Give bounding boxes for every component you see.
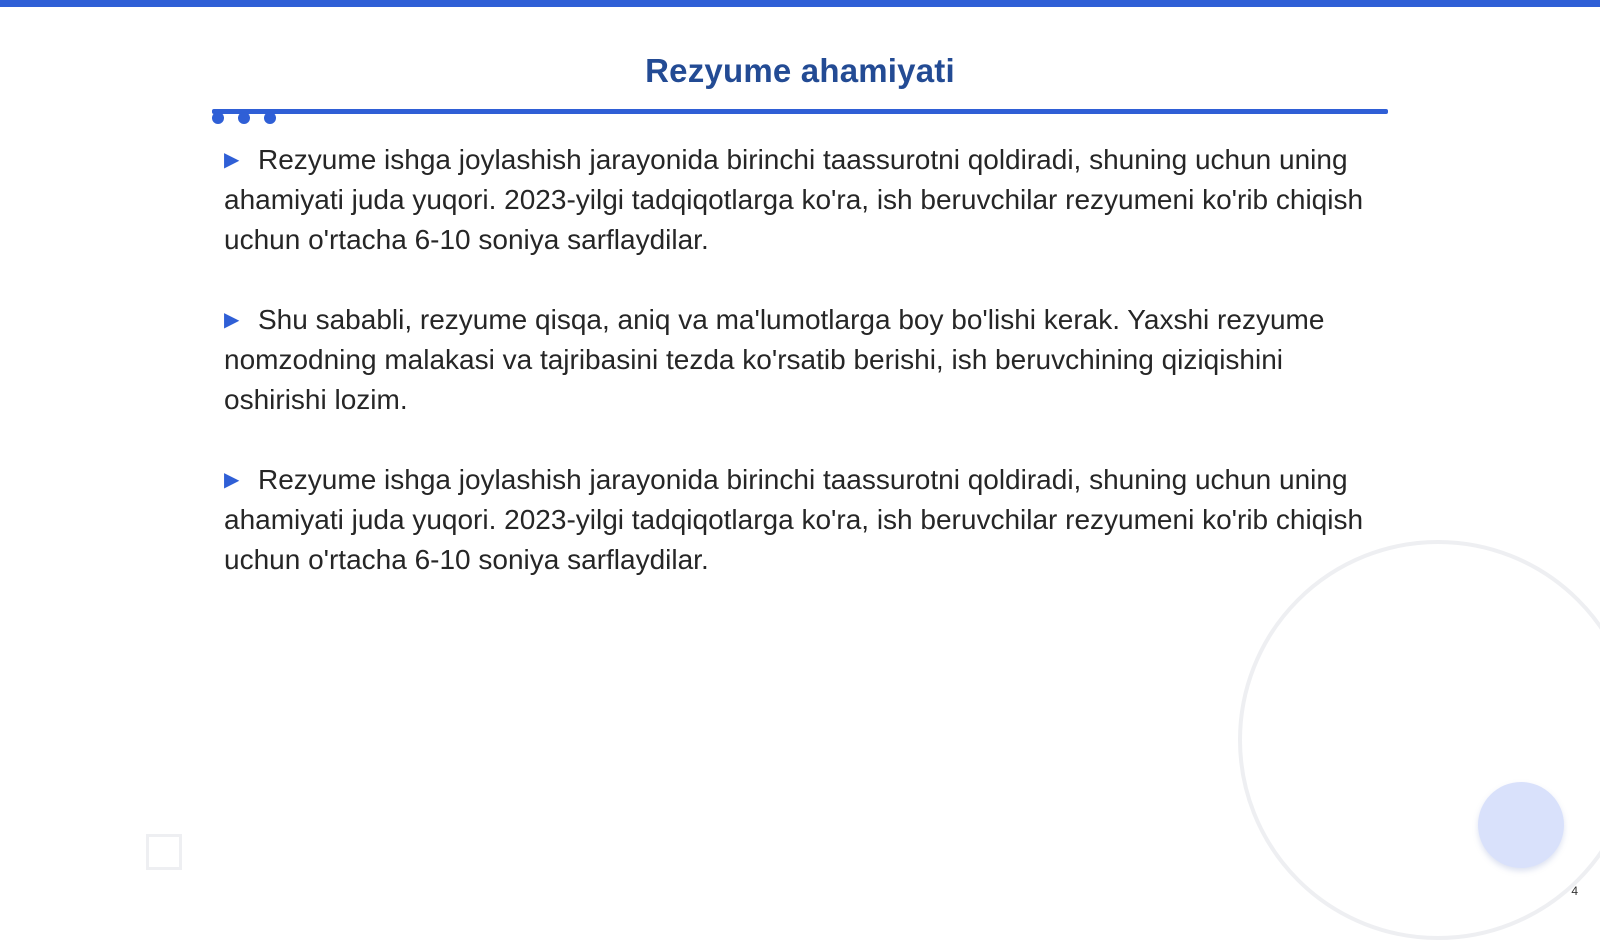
bullet-item: [224, 460, 1380, 580]
triangle-right-icon: ▶: [224, 469, 240, 491]
bullet-list: [224, 140, 1380, 620]
dot-icon: [212, 112, 224, 124]
dot-icon: [238, 112, 250, 124]
bullet-text: Shu sababli, rezyume qisqa, aniq va ma'lumotlarga boy bo'lishi kerak. Yaxshi rezyume nomzodning malakasi va tajribasini tezda ko'rsatib berishi, ish beruvchining qiziqishini oshirishi lozim.: [224, 304, 1325, 415]
title-underline: [212, 109, 1388, 114]
top-accent-bar: [0, 0, 1600, 7]
decorative-square-outline: [146, 834, 182, 870]
page-number: 4: [1571, 884, 1578, 898]
slide-title: Rezyume ahamiyati: [645, 52, 955, 89]
triangle-right-icon: ▶: [224, 309, 240, 331]
bullet-item: [224, 300, 1380, 420]
dot-icon: [264, 112, 276, 124]
bullet-item: [224, 140, 1380, 260]
bullet-text: Rezyume ishga joylashish jarayonida birinchi taassurotni qoldiradi, shuning uchun uning ahamiyati juda yuqori. 2023-yilgi tadqiqotlarga ko'ra, ish beruvchilar rezyumeni ko'rib chiqish uchun o'rtacha 6-10 soniya sarflaydilar.: [224, 144, 1364, 255]
triangle-right-icon: ▶: [224, 149, 240, 171]
bullet-text: Rezyume ishga joylashish jarayonida birinchi taassurotni qoldiradi, shuning uchun uning ahamiyati juda yuqori. 2023-yilgi tadqiqotlarga ko'ra, ish beruvchilar rezyumeni ko'rib chiqish uchun o'rtacha 6-10 soniya sarflaydilar.: [224, 464, 1364, 575]
decorative-circle-filled: [1478, 782, 1564, 868]
title-dots-decoration: [212, 112, 292, 126]
